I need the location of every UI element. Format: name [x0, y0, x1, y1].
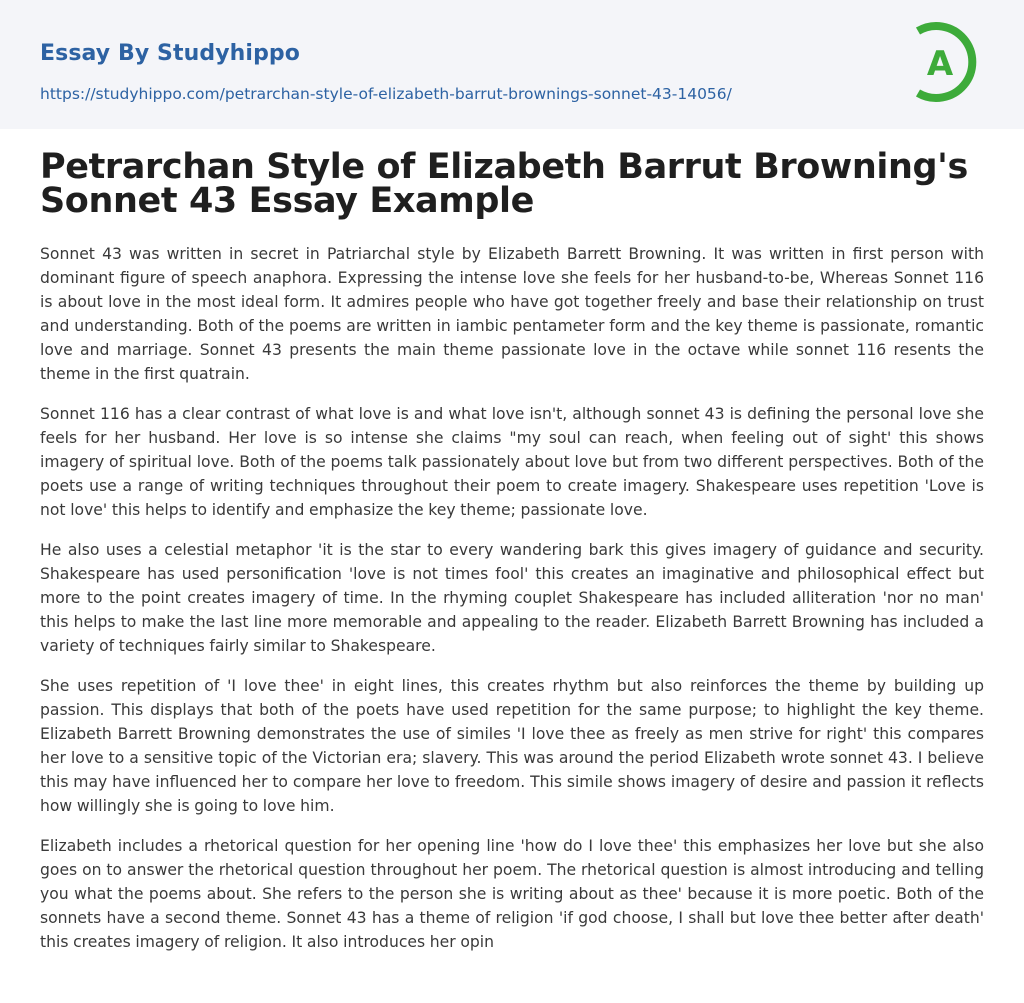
site-header [0, 0, 1024, 129]
article-content [0, 147, 1024, 954]
essay-paragraph-4: She uses repetition of 'I love thee' in eight lines, this creates rhythm but also reinforces the theme by building up passion. This displays that both of the poets have used repetition for the same purpose; to highlight the key theme. Elizabeth Barrett Browning demonstrates the use of similes 'I love thee as freely as men strive for right' this compares her love to a sensitive topic of the Victorian era; slavery. This was around the period Elizabeth wrote sonnet 43. I believe this may have influenced her to compare her love to freedom. This simile shows imagery of desire and passion it reflects how willingly she is going to love him. [40, 677, 984, 815]
essay-paragraph-2: Sonnet 116 has a clear contrast of what love is and what love isn't, although sonnet 43 is defining the personal love she feels for her husband. Her love is so intense she claims "my soul can reach, when feeling out of sight' this shows imagery of spiritual love. Both of the poems talk passionately about love but from two different perspectives. Both of the poets use a range of writing techniques throughout their poem to create imagery. Shakespeare uses repetition 'Love is not love' this helps to identify and emphasize the key theme; passionate love. [40, 405, 984, 519]
brand-title[interactable]: Essay By Studyhippo [40, 41, 300, 66]
essay-paragraph-5: Elizabeth includes a rhetorical question for her opening line 'how do I love thee' this emphasizes her love but she also goes on to answer the rhetorical question throughout her poem. The rhetorical question is almost introducing and telling you what the poems about. She refers to the person she is writing about as thee' because it is more poetic. Both of the sonnets have a second theme. Sonnet 43 has a theme of religion 'if god choose, I shall but love thee better after death' this creates imagery of religion. It also introduces her opin [40, 837, 984, 951]
studyhippo-logo-icon[interactable] [910, 17, 988, 107]
source-url-link[interactable]: https://studyhippo.com/petrarchan-style-of-elizabeth-barrut-brownings-sonnet-43-14056/ [40, 85, 732, 103]
essay-paragraph-1: Sonnet 43 was written in secret in Patriarchal style by Elizabeth Barrett Browning. It was written in first person with dominant figure of speech anaphora. Expressing the intense love she feels for her husband-to-be, Whereas Sonnet 116 is about love in the most ideal form. It admires people who have got together freely and base their relationship on trust and understanding. Both of the poems are written in iambic pentameter form and the key theme is passionate, romantic love and marriage. Sonnet 43 presents the main theme passionate love in the octave while sonnet 116 resents the theme in the first quatrain. [40, 245, 984, 383]
essay-paragraph-3: He also uses a celestial metaphor 'it is the star to every wandering bark this gives imagery of guidance and security. Shakespeare has used personification 'love is not times fool' this creates an imaginative and philosophical effect but more to the point creates imagery of time. In the rhyming couplet Shakespeare has included alliteration 'nor no man' this helps to make the last line more memorable and appealing to the reader. Elizabeth Barrett Browning has included a variety of techniques fairly similar to Shakespeare. [40, 541, 984, 655]
logo-letter: A [926, 44, 954, 84]
page-title: Petrarchan Style of Elizabeth Barrut Browning's Sonnet 43 Essay Example [40, 147, 968, 221]
